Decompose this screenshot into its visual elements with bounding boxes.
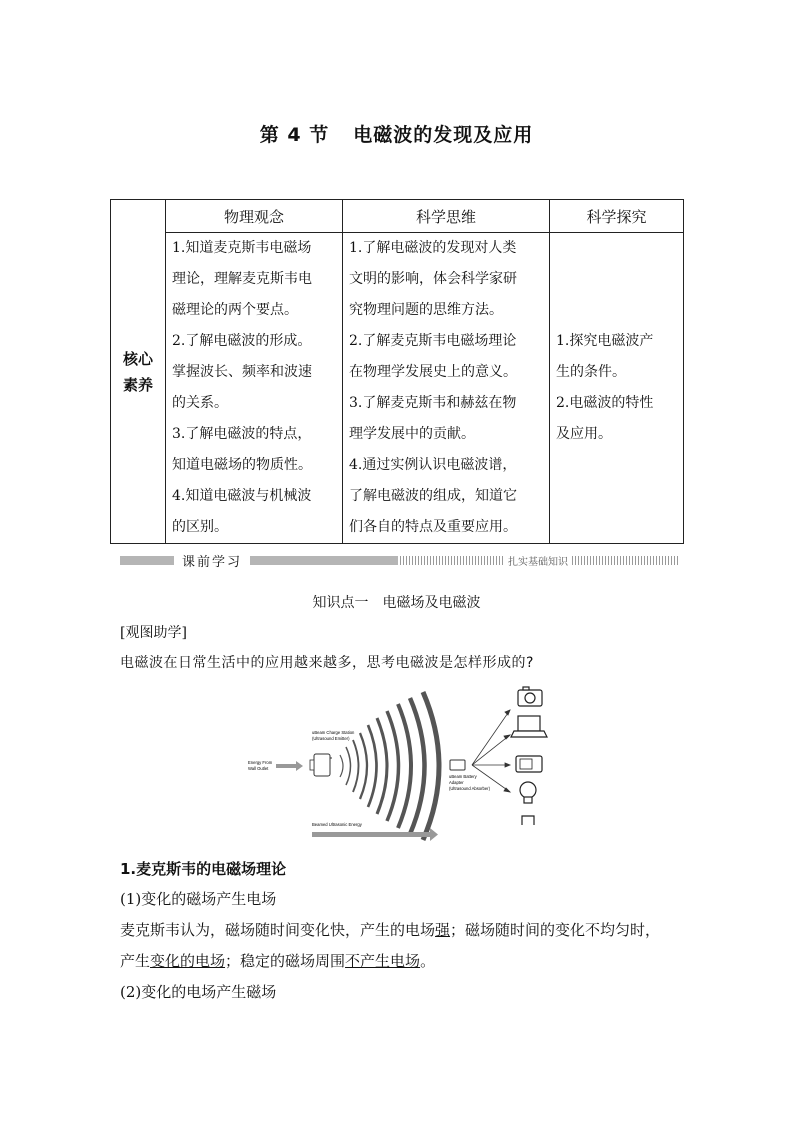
header-scientific-thinking: 科学思维 <box>343 200 550 233</box>
adapter-label: uBeam Battery <box>449 774 477 779</box>
laptop-icon <box>511 716 547 737</box>
section1-sub1: (1)变化的磁场产生电场 <box>120 890 277 908</box>
section1-paragraph-line2: 产生变化的电场；稳定的磁场周围不产生电场。 <box>120 952 436 970</box>
bulb-icon <box>520 782 536 803</box>
beam-arrow <box>312 828 438 841</box>
phone-icon <box>516 756 542 772</box>
guide-question: 电磁波在日常生活中的应用越来越多，思考电磁波是怎样形成的? <box>120 655 534 671</box>
ubeam-figure <box>240 680 560 850</box>
svg-text:Wall Outlet: Wall Outlet <box>248 766 269 771</box>
section-number: 第 4 节 <box>259 124 330 146</box>
camera-icon <box>518 687 542 706</box>
knowledge-point-heading: 知识点一 电磁场及电磁波 <box>312 595 481 611</box>
banner-label-pre-study: 课前学习 <box>182 555 243 570</box>
device-icon <box>522 816 534 825</box>
svg-text:(Ultrasound Emitter): (Ultrasound Emitter) <box>312 736 350 741</box>
header-scientific-inquiry: 科学探究 <box>550 200 684 233</box>
cell-scientific-thinking: 1.了解电磁波的发现对人类 文明的影响，体会科学家研 究物理问题的思维方法。 2.了解麦克斯韦电磁场理论 在物理学发展史上的意义。 3.了解麦克斯韦和赫兹在物 理学发展中的贡献。 4.通过实例认识电磁波谱， 了解电磁波的组成，知道它 们各自的特点及重要应用。 <box>343 233 550 544</box>
energy-arrow <box>276 761 303 771</box>
charge-station-icon <box>310 754 332 776</box>
section-banner <box>120 553 680 570</box>
core-literacy-table <box>110 199 684 544</box>
banner-label-basics: 扎实基础知识 <box>508 557 568 568</box>
cell-physics-concept: 1.知道麦克斯韦电磁场 理论，理解麦克斯韦电 磁理论的两个要点。 2.了解电磁波的形成。 掌握波长、频率和波速 的关系。 3.了解电磁波的特点， 知道电磁场的物质性。 4.知道电磁波与机械波 的区别。 <box>166 233 343 544</box>
svg-text:(Ultrasound Absorber): (Ultrasound Absorber) <box>449 786 490 791</box>
svg-text:Adapter: Adapter <box>449 780 464 785</box>
section1-heading: 1.麦克斯韦的电磁场理论 <box>120 860 287 878</box>
header-physics-concept: 物理观念 <box>166 200 343 233</box>
guide-tag: [观图助学] <box>120 625 187 641</box>
energy-label: Energy From <box>248 760 273 765</box>
ultrasound-waves <box>340 692 439 840</box>
cell-scientific-inquiry: 1.探究电磁波产 生的条件。 2.电磁波的特性 及应用。 <box>550 233 684 544</box>
table-side-label: 核心 素养 <box>111 200 166 544</box>
section1-paragraph-line1: 麦克斯韦认为，磁场随时间变化快，产生的电场强；磁场随时间的变化不均匀时， <box>120 921 661 939</box>
page-title <box>0 120 793 147</box>
battery-adapter-icon <box>450 760 465 770</box>
station-label: uBeam Charge Station <box>312 730 355 735</box>
beam-label: Beamed Ultrasonic Energy <box>312 822 362 827</box>
section1-sub2: (2)变化的电场产生磁场 <box>120 983 277 1001</box>
section-name: 电磁波的发现及应用 <box>353 124 534 146</box>
